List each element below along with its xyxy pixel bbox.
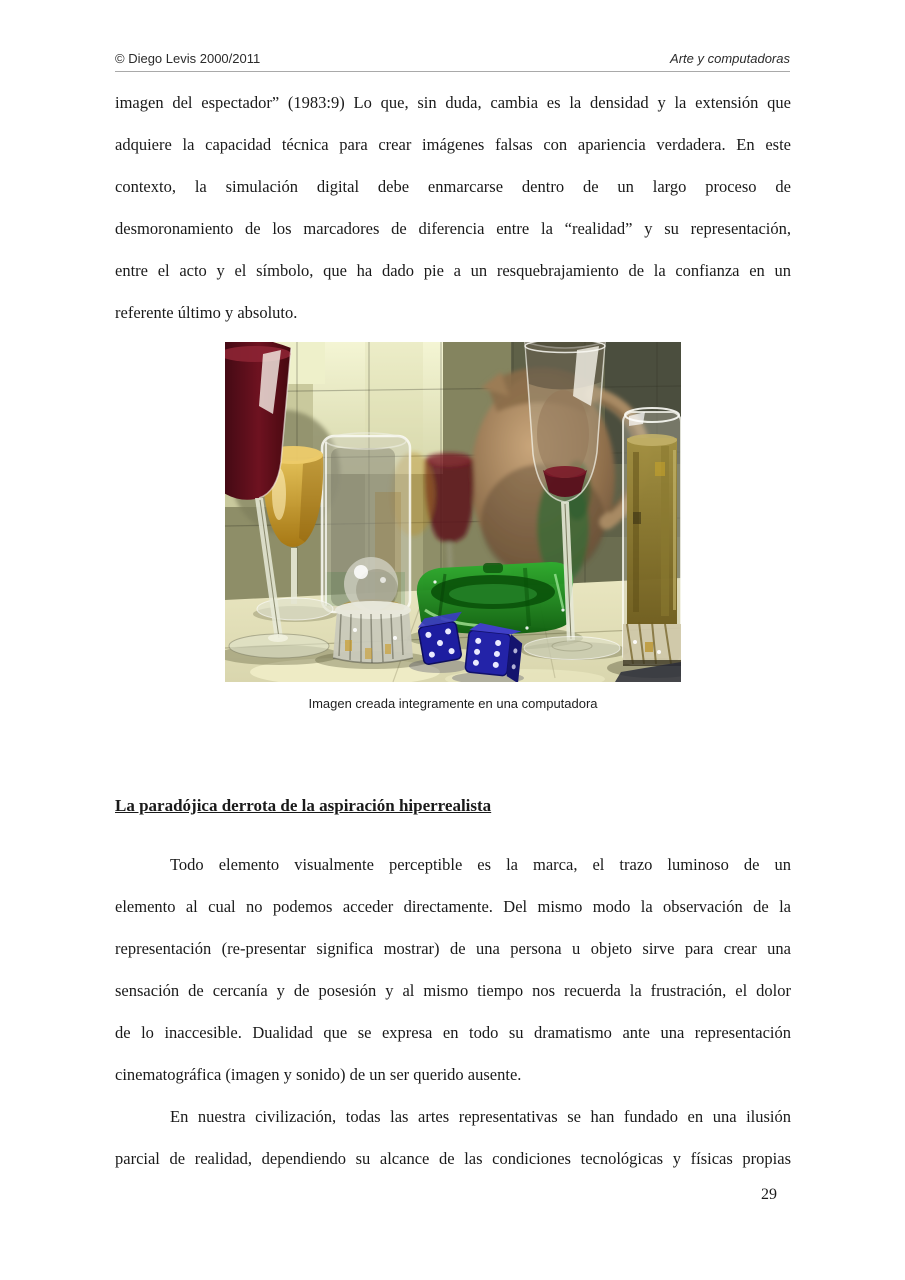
body-line: cinematográfica (imagen y sonido) de un ser querido ausente. xyxy=(115,1065,522,1084)
body-line: entre el acto y el símbolo, que ha dado pie a un resquebrajamiento de la confianza en un xyxy=(115,261,791,280)
still-life-illustration xyxy=(225,342,681,682)
body-line: En nuestra civilización, todas las artes representativas se han fundado en una ilusión xyxy=(170,1107,791,1126)
still-life-render-image xyxy=(225,342,681,682)
body-line: parcial de realidad, dependiendo su alcance de las condiciones tecnológicas y físicas propias xyxy=(115,1149,791,1168)
section-heading: La paradójica derrota de la aspiración hiperrealista xyxy=(115,796,492,815)
paragraph-2 xyxy=(115,844,791,1096)
body-line: Todo elemento visualmente perceptible es la marca, el trazo luminoso de un xyxy=(170,855,791,874)
body-line: contexto, la simulación digital debe enmarcarse dentro de un largo proceso de xyxy=(115,177,791,196)
paragraph-3 xyxy=(115,1096,791,1180)
paragraph-1 xyxy=(115,82,791,334)
body-line: referente último y absoluto. xyxy=(115,303,298,322)
body-line: sensación de cercanía y de posesión y al mismo tiempo nos recuerda la frustración, el dolor xyxy=(115,981,791,1000)
header-running-title: Arte y computadoras xyxy=(670,51,790,66)
page-number: 29 xyxy=(761,1186,777,1203)
body-line: de lo inaccesible. Dualidad que se expresa en todo su dramatismo ante una representación xyxy=(115,1023,791,1042)
body-line: representación (re-presentar significa mostrar) de una persona u objeto sirve para crear una xyxy=(115,939,791,958)
header-rule xyxy=(115,71,790,72)
figure-caption: Imagen creada integramente en una computadora xyxy=(308,696,598,711)
body-line: imagen del espectador” (1983:9) Lo que, sin duda, cambia es la densidad y la extensión que xyxy=(115,93,791,112)
body-line: elemento al cual no podemos acceder directamente. Del mismo modo la observación de la xyxy=(115,897,791,916)
body-line: desmoronamiento de los marcadores de diferencia entre la “realidad” y su representación, xyxy=(115,219,791,238)
body-line: adquiere la capacidad técnica para crear imágenes falsas con apariencia verdadera. En este xyxy=(115,135,791,154)
header-copyright: © Diego Levis 2000/2011 xyxy=(115,51,261,66)
